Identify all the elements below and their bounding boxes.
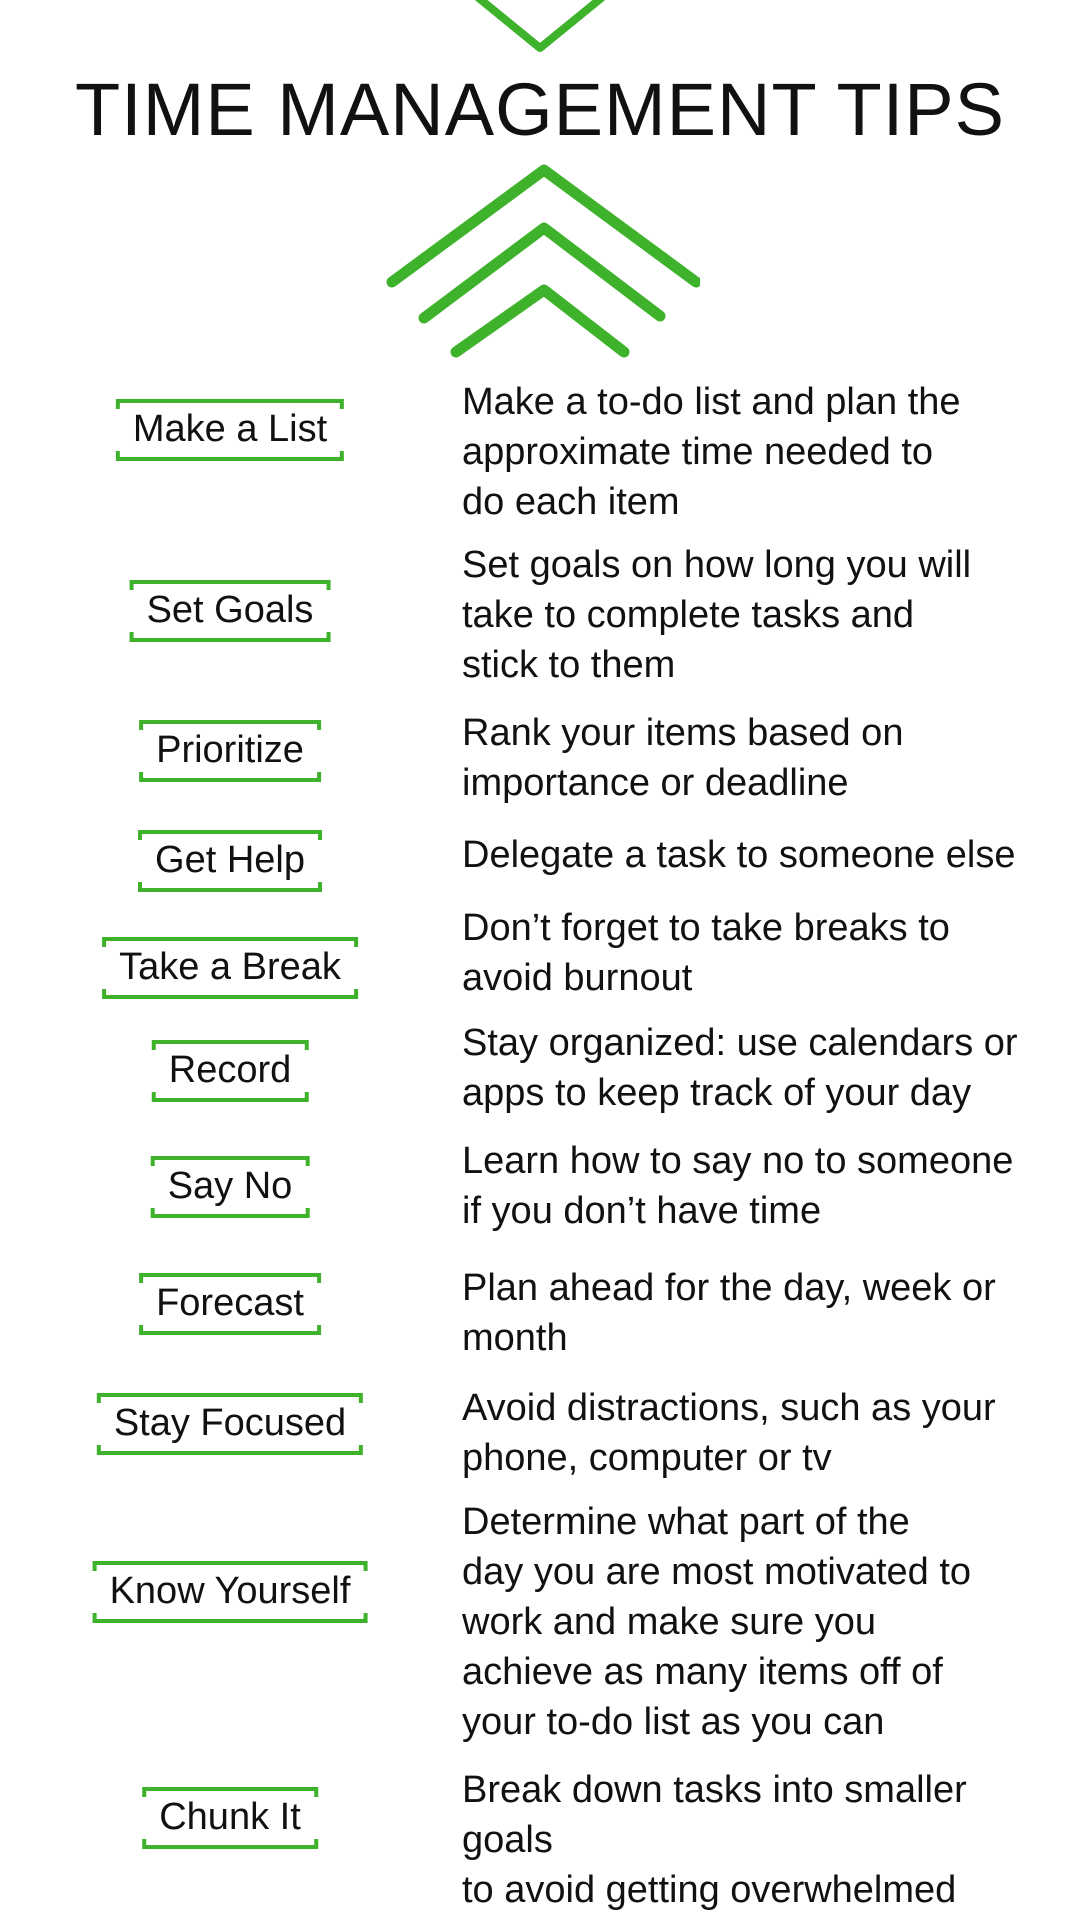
tip-label: Record (155, 1040, 306, 1102)
tip-description: Make a to-do list and plan the approximate time needed to do each item (462, 381, 961, 523)
tip-label: Know Yourself (96, 1561, 365, 1623)
tip-description: Plan ahead for the day, week or month (462, 1267, 996, 1359)
tip-description: Learn how to say no to someone if you don’t have time (462, 1140, 1014, 1232)
tip-label: Get Help (141, 830, 319, 892)
tip-description: Stay organized: use calendars or apps to keep track of your day (462, 1022, 1018, 1114)
tip-label: Prioritize (142, 720, 318, 782)
tip-label: Set Goals (133, 580, 328, 642)
tip-label: Chunk It (145, 1787, 315, 1849)
tip-label: Stay Focused (100, 1393, 360, 1455)
tip-label: Say No (154, 1156, 307, 1218)
page-title: TIME MANAGEMENT TIPS (74, 68, 1006, 151)
tip-description: Delegate a task to someone else (462, 834, 1016, 876)
tip-description: Avoid distractions, such as your phone, computer or tv (462, 1387, 996, 1479)
tip-label: Make a List (119, 399, 341, 461)
tip-description: Break down tasks into smaller goals to avoid getting overwhelmed (462, 1769, 967, 1911)
tip-description: Don’t forget to take breaks to avoid burnout (462, 907, 950, 999)
tip-label: Forecast (142, 1273, 318, 1335)
tip-description: Determine what part of the day you are most motivated to work and make sure you achieve as many items off of your to-do list as you can (462, 1501, 972, 1743)
tip-description: Set goals on how long you will take to complete tasks and stick to them (462, 544, 972, 686)
tip-description: Rank your items based on importance or deadline (462, 712, 904, 804)
tip-label: Take a Break (105, 937, 355, 999)
